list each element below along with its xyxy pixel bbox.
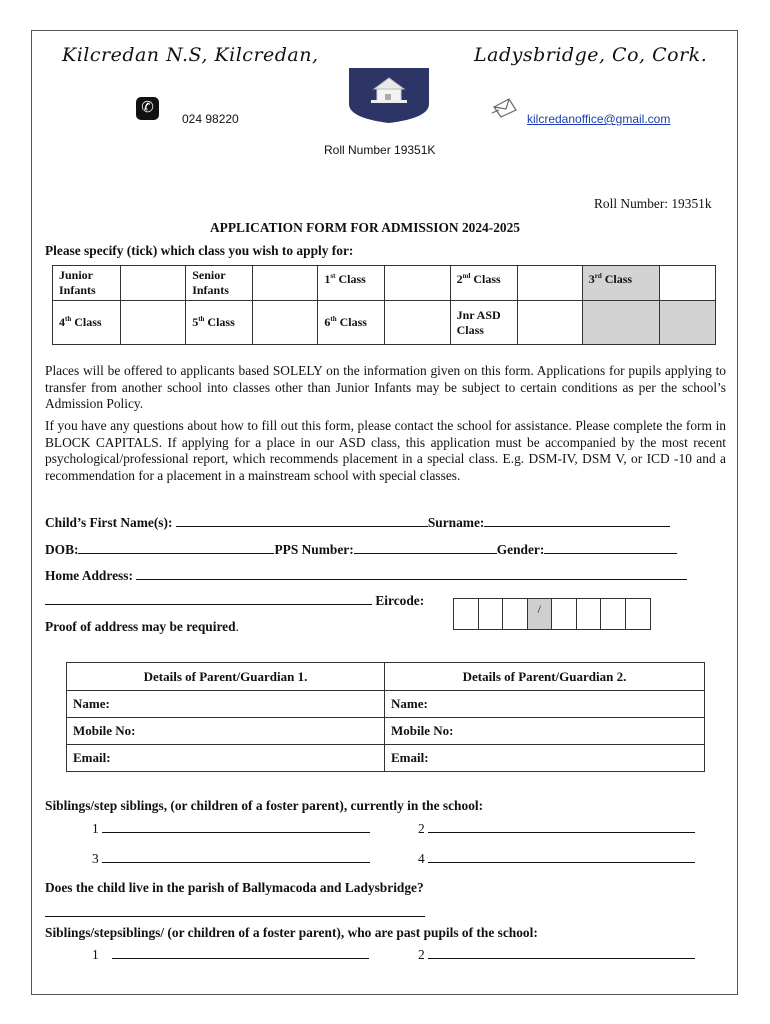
class-label-2nd: 2nd Class bbox=[450, 266, 517, 301]
empty-shaded-cell bbox=[582, 301, 659, 345]
guardian2-header: Details of Parent/Guardian 2. bbox=[385, 663, 705, 691]
form-title: APPLICATION FORM FOR ADMISSION 2024-2025 bbox=[210, 220, 520, 235]
class-prompt: Please specify (tick) which class you wish to apply for: bbox=[45, 243, 354, 258]
gender-field[interactable] bbox=[544, 541, 677, 554]
sibling-number: 3 bbox=[92, 851, 99, 866]
paragraph-questions: If you have any questions about how to fill out this form, please contact the school for assistance. Please complete the form in BLOCK CAPITALS. If applying for a place in our ASD class, this application must be accompanied by the most recent psychological/professional report, which recommends placement in a special class. E.g. DSM-IV, DSM V, or ICD -10 and a recommendation for a placement in a mainstream school with special classes. bbox=[45, 418, 726, 483]
eircode-box[interactable] bbox=[454, 599, 479, 629]
eircode-box[interactable] bbox=[601, 599, 626, 629]
sibling-current-field-2[interactable] bbox=[428, 820, 695, 833]
tick-box-1st[interactable] bbox=[385, 266, 450, 301]
tick-box-4th[interactable] bbox=[121, 301, 186, 345]
sibling-number: 2 bbox=[418, 947, 425, 962]
roll-number-right: Roll Number: 19351k bbox=[594, 196, 712, 211]
empty-shaded-cell bbox=[659, 301, 715, 345]
class-label-5th: 5th Class bbox=[186, 301, 253, 345]
school-name: Kilcredan N.S, Kilcredan, bbox=[62, 44, 319, 66]
sibling-current-field-1[interactable] bbox=[102, 820, 370, 833]
tick-box-jnr-asd[interactable] bbox=[517, 301, 582, 345]
siblings-current-label: Siblings/step siblings, (or children of a foster parent), currently in the school: bbox=[45, 798, 484, 813]
tick-box-6th[interactable] bbox=[385, 301, 450, 345]
guardian-details-table bbox=[66, 662, 705, 772]
eircode-box[interactable] bbox=[552, 599, 577, 629]
school-crest-logo bbox=[347, 66, 431, 124]
eircode-box[interactable] bbox=[626, 599, 651, 629]
proof-of-address-note: Proof of address may be required bbox=[45, 619, 236, 634]
pps-field[interactable] bbox=[354, 541, 497, 554]
class-label-3rd: 3rd Class bbox=[582, 266, 659, 301]
sibling-number: 4 bbox=[418, 851, 425, 866]
class-selection-table bbox=[52, 265, 716, 345]
tick-box-3rd[interactable] bbox=[659, 266, 715, 301]
dob-field[interactable] bbox=[78, 541, 274, 554]
tick-box-2nd[interactable] bbox=[517, 266, 582, 301]
class-label-6th: 6th Class bbox=[318, 301, 385, 345]
phone-number: 024 98220 bbox=[182, 112, 239, 126]
class-label-junior-infants: Junior Infants bbox=[53, 266, 121, 301]
first-name-label: Child’s First Name(s): bbox=[45, 515, 173, 530]
guardian2-name-field[interactable]: Name: bbox=[385, 691, 705, 718]
sibling-current-field-3[interactable] bbox=[102, 850, 370, 863]
past-pupil-field-2[interactable] bbox=[428, 946, 695, 959]
gender-label: Gender: bbox=[496, 542, 545, 557]
tick-box-junior-infants[interactable] bbox=[121, 266, 186, 301]
tick-box-5th[interactable] bbox=[253, 301, 318, 345]
parish-question: Does the child live in the parish of Ballymacoda and Ladysbridge? bbox=[45, 880, 424, 895]
paragraph-places-offered: Places will be offered to applicants based SOLELY on the information given on this form. Applications for pupils applying to transfer from another school into classes other than Junior Infants may be subject to certain conditions as per the school’s Admission Policy. bbox=[45, 363, 726, 411]
home-address-field-1[interactable] bbox=[136, 567, 687, 580]
eircode-boxes[interactable] bbox=[453, 598, 651, 630]
roll-number-top: Roll Number 19351K bbox=[324, 143, 436, 157]
guardian1-name-field[interactable]: Name: bbox=[67, 691, 385, 718]
eircode-separator: / bbox=[528, 599, 553, 629]
envelope-icon bbox=[491, 97, 519, 119]
phone-icon: ✆ bbox=[136, 97, 159, 120]
home-address-label: Home Address: bbox=[45, 568, 133, 583]
guardian1-mobile-field[interactable]: Mobile No: bbox=[67, 718, 385, 745]
eircode-box[interactable] bbox=[479, 599, 504, 629]
sibling-current-field-4[interactable] bbox=[428, 850, 695, 863]
first-name-field[interactable] bbox=[176, 514, 428, 527]
dob-label: DOB: bbox=[45, 542, 79, 557]
eircode-label: Eircode: bbox=[375, 593, 425, 608]
sibling-number: 1 bbox=[92, 947, 99, 962]
class-label-senior-infants: Senior Infants bbox=[186, 266, 253, 301]
guardian2-email-field[interactable]: Email: bbox=[385, 745, 705, 772]
proof-period: . bbox=[235, 619, 239, 634]
surname-field[interactable] bbox=[484, 514, 670, 527]
sibling-number: 1 bbox=[92, 821, 99, 836]
home-address-field-2[interactable] bbox=[45, 592, 372, 605]
eircode-box[interactable] bbox=[577, 599, 602, 629]
email-link[interactable]: kilcredanoffice@gmail.com bbox=[527, 112, 671, 126]
class-label-1st: 1st Class bbox=[318, 266, 385, 301]
past-pupil-field-1[interactable] bbox=[112, 946, 369, 959]
class-label-4th: 4th Class bbox=[53, 301, 121, 345]
guardian1-header: Details of Parent/Guardian 1. bbox=[67, 663, 385, 691]
guardian2-mobile-field[interactable]: Mobile No: bbox=[385, 718, 705, 745]
tick-box-senior-infants[interactable] bbox=[253, 266, 318, 301]
class-label-jnr-asd: Jnr ASD Class bbox=[450, 301, 517, 345]
school-location: Ladysbridge, Co, Cork. bbox=[474, 44, 708, 66]
parish-answer-field[interactable] bbox=[45, 904, 425, 917]
surname-label: Surname: bbox=[427, 515, 485, 530]
guardian1-email-field[interactable]: Email: bbox=[67, 745, 385, 772]
eircode-box[interactable] bbox=[503, 599, 528, 629]
pps-label: PPS Number: bbox=[274, 542, 354, 557]
past-pupils-label: Siblings/stepsiblings/ (or children of a foster parent), who are past pupils of the school: bbox=[45, 925, 538, 940]
sibling-number: 2 bbox=[418, 821, 425, 836]
